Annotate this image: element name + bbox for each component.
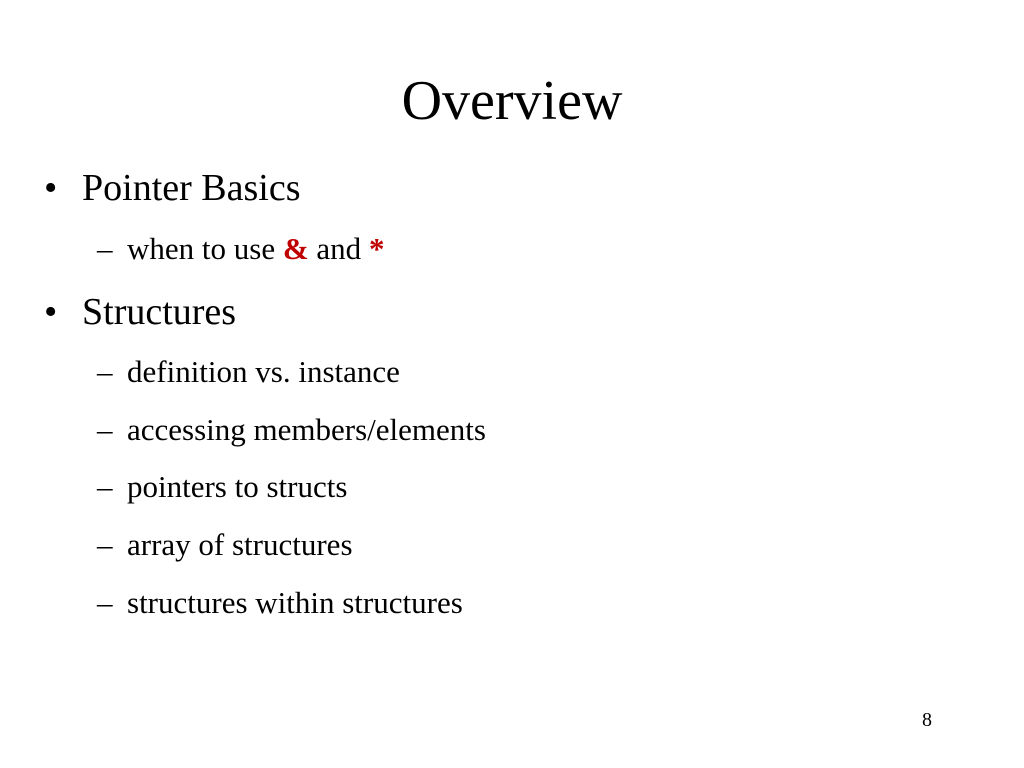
sub-bullet-marker: –: [97, 231, 113, 266]
sub-item-text: pointers to structs: [127, 469, 348, 504]
asterisk-symbol: *: [368, 231, 385, 266]
sub-item: [97, 354, 400, 390]
bullet-item-pointer-basics: [44, 166, 301, 210]
slide-title: Overview: [401, 70, 623, 132]
sub-item-text: array of structures: [127, 527, 353, 562]
sub-item-when-to-use: [97, 231, 385, 267]
sub-item-text: when to use: [127, 231, 283, 266]
sub-item: [97, 412, 486, 448]
sub-item: [97, 585, 463, 621]
sub-item: [97, 527, 353, 563]
sub-item-text: definition vs. instance: [127, 354, 400, 389]
page-number: 8: [922, 709, 932, 731]
bullet-marker: •: [44, 167, 58, 209]
sub-item-text: and: [308, 231, 369, 266]
sub-bullet-marker: –: [97, 469, 113, 504]
bullet-marker: •: [44, 291, 58, 333]
ampersand-symbol: &: [282, 231, 309, 266]
sub-item-text: structures within structures: [127, 585, 463, 620]
bullet-label: Structures: [82, 291, 237, 333]
sub-item-text: accessing members/elements: [127, 412, 486, 447]
sub-bullet-marker: –: [97, 585, 113, 620]
sub-bullet-marker: –: [97, 412, 113, 447]
sub-bullet-marker: –: [97, 527, 113, 562]
bullet-item-structures: [44, 290, 237, 334]
bullet-label: Pointer Basics: [82, 167, 301, 209]
sub-item: [97, 469, 348, 505]
sub-bullet-marker: –: [97, 354, 113, 389]
